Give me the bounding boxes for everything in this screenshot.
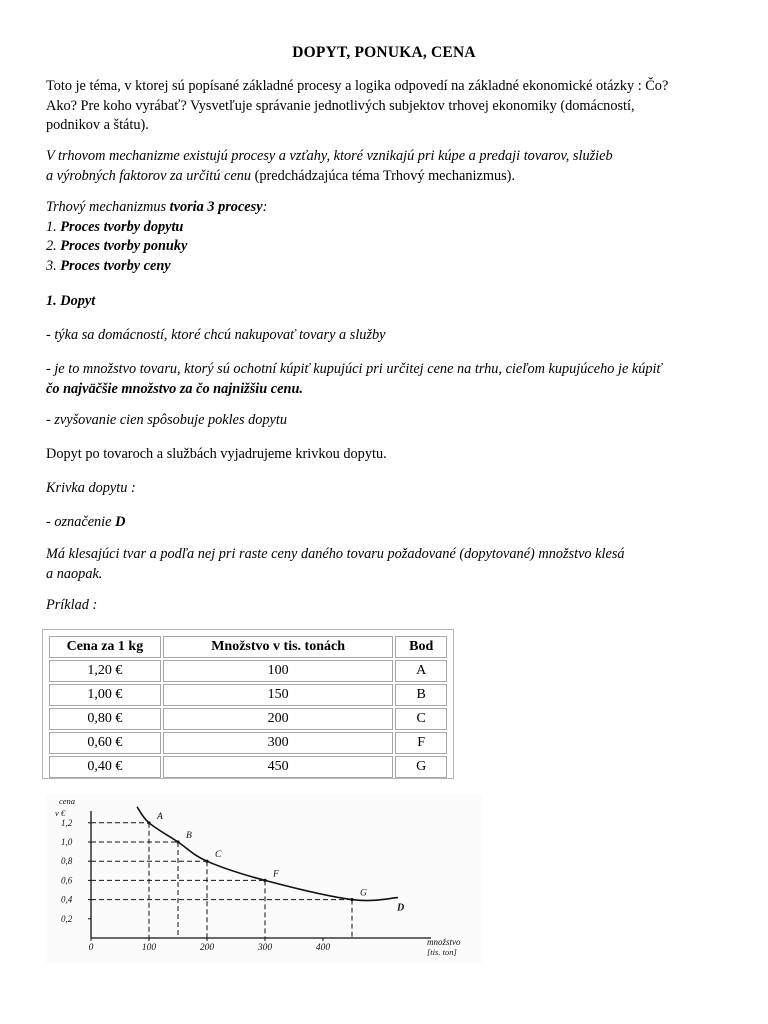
cell-quantity: 300	[163, 732, 394, 754]
cell-price: 1,20 €	[49, 660, 161, 682]
process-item: 3. Proces tvorby ceny	[46, 257, 171, 274]
cell-point: B	[395, 684, 447, 706]
definition-line-1: - je to množstvo tovaru, ktorý sú ochotní kúpiť kupujúci pri určitej cene na trhu, cieľom kupujúceho je kúpiť	[46, 361, 662, 377]
table-header-row	[49, 636, 447, 658]
data-point	[176, 840, 179, 843]
x-tick-label: 200	[199, 943, 215, 953]
cell-price: 0,40 €	[49, 756, 161, 778]
intro-line-3: podnikov a štátu).	[46, 117, 149, 133]
y-tick-label: 1,0	[61, 837, 73, 847]
cell-quantity: 150	[163, 684, 394, 706]
table-row	[49, 684, 447, 706]
y-tick-label: 0,8	[61, 856, 73, 867]
x-tick-label: 100	[141, 943, 157, 953]
process-item: 1. Proces tvorby dopytu	[46, 218, 184, 235]
cell-quantity: 200	[163, 708, 394, 730]
shape-line-2: a naopak.	[46, 565, 103, 582]
cell-price: 0,60 €	[49, 732, 161, 754]
x-tick-label: 400	[315, 943, 331, 953]
bullet-price-increase: - zvyšovanie cien spôsobuje pokles dopytu	[46, 412, 287, 428]
cell-price: 1,00 €	[49, 684, 161, 706]
table-row	[49, 660, 447, 682]
cell-point: C	[395, 708, 447, 730]
cell-point: F	[395, 732, 447, 754]
table-row	[49, 732, 447, 754]
y-tick-label: 0,2	[61, 913, 73, 924]
cell-quantity: 100	[163, 660, 394, 682]
intro-line-1: Toto je téma, v ktorej sú popísané základné procesy a logika odpovedí na základné ekonomické otázky : Čo?	[46, 78, 669, 94]
y-tick-label: 1,2	[61, 817, 73, 828]
data-point	[147, 821, 150, 824]
processes-list	[46, 198, 736, 276]
cell-price: 0,80 €	[49, 708, 161, 730]
curve-shape-paragraph	[46, 545, 736, 584]
y-axis-label: cena	[59, 796, 76, 806]
point-label: F	[273, 869, 279, 880]
demand-curve-svg	[46, 795, 482, 963]
x-axis-label: množstvo	[427, 937, 461, 947]
example-label: Príklad :	[46, 597, 98, 613]
processes-lead: Trhový mechanizmus tvoria 3 procesy:	[46, 199, 268, 215]
data-point	[205, 860, 208, 863]
mechanism-line-1: V trhovom mechanizme existujú procesy a vzťahy, ktoré vznikajú pri kúpe a predaji tovarov, služieb	[46, 148, 613, 164]
point-label: C	[215, 850, 222, 861]
cell-point: G	[395, 756, 447, 778]
curve-marking: - označenie D	[46, 514, 126, 530]
curve-label-d: D	[397, 902, 405, 914]
y-tick-label: 0,6	[61, 875, 73, 886]
bullet-definition	[46, 360, 736, 399]
header-point: Bod	[395, 636, 447, 658]
demand-curve-line	[137, 807, 398, 901]
y-tick-label: 0,4	[61, 894, 73, 905]
section-heading-dopyt: 1. Dopyt	[46, 293, 96, 309]
x-axis-label: [tis. ton]	[427, 947, 457, 957]
point-label: G	[360, 888, 367, 899]
point-label: B	[186, 831, 192, 841]
mechanism-line-2-plain: (predchádzajúca téma Trhový mechanizmus).	[251, 167, 516, 184]
shape-line-1: Má klesajúci tvar a podľa nej pri raste ceny daného tovaru požadované (dopytované) množstvo klesá	[46, 546, 625, 562]
mechanism-line-2-italic: a výrobných faktorov za určitú cenu	[46, 167, 251, 184]
definition-line-2: čo najväčšie množstvo za čo najnižšiu cenu.	[46, 380, 303, 397]
bullet-households: - týka sa domácností, ktoré chcú nakupovať tovary a služby	[46, 327, 386, 343]
header-price: Cena za 1 kg	[49, 636, 161, 658]
mechanism-paragraph	[46, 147, 736, 186]
document-title: DOPYT, PONUKA, CENA	[292, 44, 476, 61]
intro-line-2: Ako? Pre koho vyrábať? Vysvetľuje správanie jednotlivých subjektov trhovej ekonomiky (domácností,	[46, 97, 635, 114]
process-item: 2. Proces tvorby ponuky	[46, 238, 188, 254]
header-quantity: Množstvo v tis. tonách	[163, 636, 394, 658]
demand-curve-chart	[46, 795, 482, 963]
curve-heading: Krivka dopytu :	[46, 480, 136, 496]
point-label: A	[157, 811, 163, 822]
table-row	[49, 756, 447, 778]
data-point	[263, 879, 266, 882]
curve-sentence: Dopyt po tovaroch a službách vyjadrujeme krivkou dopytu.	[46, 446, 387, 462]
x-tick-label: 300	[257, 943, 273, 953]
demand-table	[47, 634, 449, 780]
cell-point: A	[395, 660, 447, 682]
table-row	[49, 708, 447, 730]
cell-quantity: 450	[163, 756, 394, 778]
data-point	[350, 898, 353, 901]
demand-table-frame	[42, 629, 454, 779]
y-axis-label: v €	[55, 808, 66, 818]
x-tick-label: 0	[88, 943, 94, 953]
intro-paragraph	[46, 77, 736, 136]
